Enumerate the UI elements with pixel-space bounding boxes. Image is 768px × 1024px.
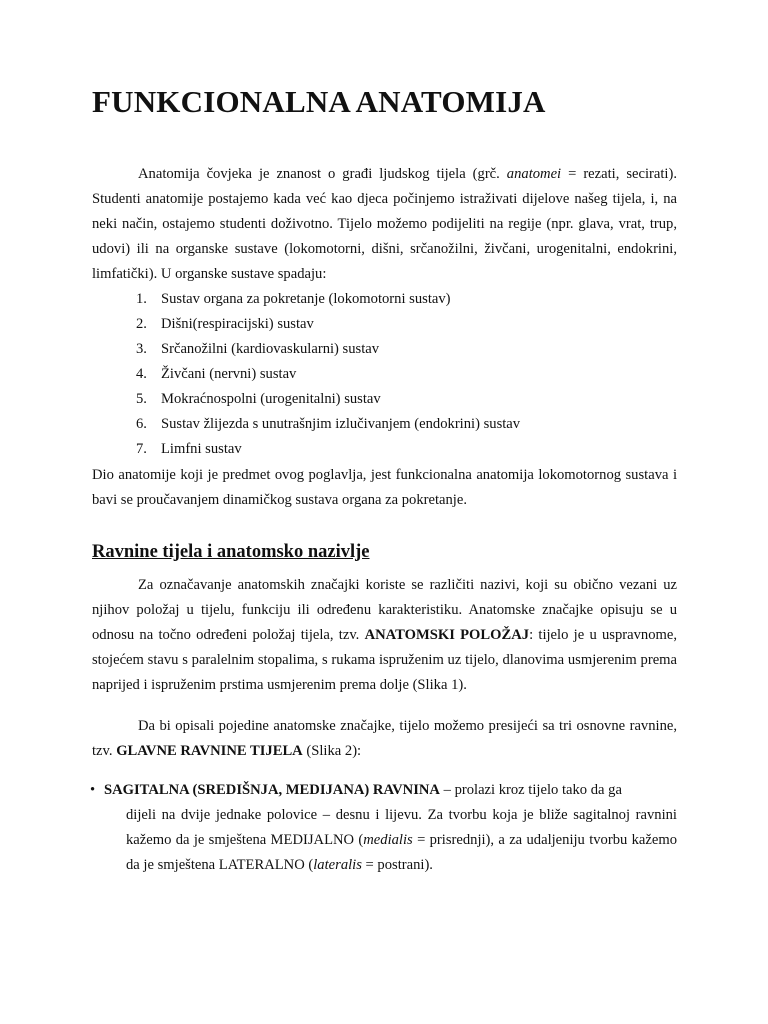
list-item-label: Limfni sustav [161, 441, 242, 457]
bullet-italic-term-2: lateralis [313, 857, 362, 873]
list-item-label: Sustav organa za pokretanje (lokomotorni sustav) [161, 291, 451, 307]
para2-bold-term: ANATOMSKI POLOŽAJ [364, 627, 530, 643]
bullet-text-3: = prisrednji), a za udaljeniju tvorbu kažemo da je smještena LATERALNO ( [126, 832, 678, 873]
bullet-bold-term: SAGITALNA (SREDIŠNJA, MEDIJANA) RAVNINA [104, 782, 440, 798]
list-item-label: Dišni(respiracijski) sustav [161, 316, 314, 332]
list-item [136, 362, 520, 387]
list-item-number: 5. [136, 391, 147, 407]
intro-paragraph [92, 162, 677, 287]
intro-text-1: Anatomija čovjeka je znanost o građi ljudskog tijela (grč. [138, 166, 507, 182]
sagittal-plane-bullet [104, 778, 677, 878]
list-item [136, 337, 520, 362]
list-item [136, 287, 520, 312]
bullet-text-1: – prolazi kroz tijelo tako da ga [439, 782, 622, 798]
para3-text-2: (Slika 2): [302, 743, 362, 759]
list-item-label: Sustav žlijezda s unutrašnjim izlučivanjem (endokrini) sustav [161, 416, 521, 432]
bullet-italic-term-1: medialis [363, 832, 413, 848]
intro-italic-term: anatomei [506, 166, 562, 182]
after-list-paragraph: Dio anatomije koji je predmet ovog poglavlja, jest funkcionalna anatomija lokomotornog sustava i bavi se proučavanjem dinamičkog sustava organa za pokretanje. [92, 467, 677, 508]
para3-text-1: Da bi opisali pojedine anatomske značajke, tijelo možemo presijeći sa tri osnovne ravnine, tzv. [92, 718, 677, 759]
list-item [136, 412, 520, 437]
anatomical-position-paragraph [92, 573, 677, 698]
organ-systems-list [136, 287, 520, 462]
bullet-continuation [104, 803, 677, 878]
bullet-symbol: • [90, 782, 96, 798]
list-item-label: Živčani (nervni) sustav [161, 366, 297, 382]
para2-text-2: : tijelo je u uspravnome, stojećem stavu s paralelnim stopalima, s rukama ispruženim uz tijelo, dlanovima usmjerenim prema naprijed i ispruženim prstima usmjerenim prema dolje (Slika 1). [92, 627, 677, 693]
list-item-number: 6. [136, 416, 147, 432]
document-title: FUNKCIONALNA ANATOMIJA [92, 84, 546, 119]
list-item-number: 2. [136, 316, 147, 332]
bullet-text-2: dijeli na dvije jednake polovice – desnu i lijevu. Za tvorbu koja je bliže sagitalnoj ravnini kažemo da je smještena MEDIJALNO ( [126, 807, 677, 848]
list-item-label: Mokraćnospolni (urogenitalni) sustav [161, 391, 381, 407]
list-item [136, 437, 520, 462]
para2-text-1: Za označavanje anatomskih značajki koriste se različiti nazivi, koji su obično vezani uz njihov položaj u tijelu, funkciju ili određenu karakteristiku. Anatomske značajke opisuju se u odnosu na točno određeni položaj tijela, tzv. [92, 577, 677, 643]
list-item-label: Srčanožilni (kardiovaskularni) sustav [161, 341, 380, 357]
section-heading: Ravnine tijela i anatomsko nazivlje [92, 542, 370, 562]
main-planes-paragraph [92, 714, 677, 764]
list-item [136, 312, 520, 337]
list-item-number: 7. [136, 441, 147, 457]
intro-text-2: = rezati, secirati). Studenti anatomije postajemo kada već kao djeca počinjemo istraživati dijelove našeg tijela, i, na neki način, ostajemo studenti doživotno. Tijelo možemo podijeliti na regije (npr. glava, vrat, trup, udovi) ili na organske sustave (lokomotorni, dišni, srčanožilni, živčani, urogenitalni, endokrini, limfatički). U organske sustave spadaju: [92, 166, 677, 282]
list-item-number: 1. [136, 291, 147, 307]
list-item [136, 387, 520, 412]
para3-bold-term: GLAVNE RAVNINE TIJELA [116, 743, 303, 759]
list-item-number: 4. [136, 366, 147, 382]
bullet-text-4: = postrani). [361, 857, 433, 873]
list-item-number: 3. [136, 341, 147, 357]
